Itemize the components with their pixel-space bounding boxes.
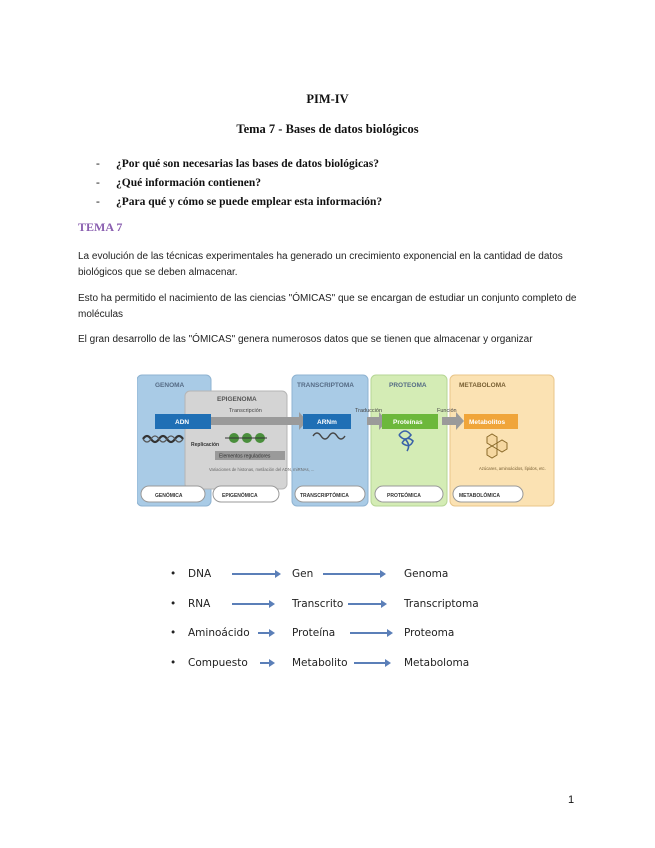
bullet: • bbox=[170, 627, 177, 639]
genoma-label: GENOMA bbox=[155, 382, 185, 389]
chain-term: Genoma bbox=[404, 568, 449, 580]
question-text: ¿Por qué son necesarias las bases de datos biológicas? bbox=[116, 158, 380, 170]
question-text: ¿Qué información contienen? bbox=[116, 177, 262, 189]
metabolite-note: Azúcares, aminoácidos, lípidos, etc. bbox=[479, 466, 546, 471]
chain-term: DNA bbox=[188, 568, 212, 580]
bullet: • bbox=[170, 656, 177, 669]
chain-term: Metabolito bbox=[292, 656, 348, 669]
flow-arrow bbox=[367, 417, 381, 425]
arrow-icon bbox=[348, 603, 384, 605]
list-dash: - bbox=[96, 158, 100, 170]
transcripcion-label: Transcripción bbox=[229, 408, 262, 414]
epigenome-note: Variaciones de histonas, metilación del ADN, miRNAs, ... bbox=[209, 467, 315, 472]
arrow-icon bbox=[232, 603, 272, 605]
arrow-icon bbox=[354, 662, 388, 664]
section-heading: TEMA 7 bbox=[78, 220, 123, 234]
metabolomica-label: METABOLÓMICA bbox=[459, 493, 501, 499]
flow-arrow bbox=[211, 417, 301, 425]
chain-term: Compuesto bbox=[188, 656, 248, 669]
question-item bbox=[96, 193, 382, 212]
chain-term: Transcriptoma bbox=[404, 597, 479, 610]
chain-term: Metaboloma bbox=[404, 656, 470, 669]
arrow-icon bbox=[260, 662, 272, 664]
chain-term: Transcrito bbox=[292, 597, 344, 610]
chain-term: Proteína bbox=[292, 627, 336, 639]
metaboloma-label: METABOLOMA bbox=[459, 382, 506, 389]
bullet: • bbox=[170, 568, 177, 580]
bullet: • bbox=[170, 597, 177, 610]
chain-term: RNA bbox=[188, 597, 211, 610]
document-title: PIM-IV bbox=[306, 92, 349, 106]
transcriptomica-label: TRANSCRIPTÓMICA bbox=[300, 493, 349, 499]
paragraph: La evolución de las técnicas experimentales ha generado un crecimiento exponencial en la cantidad de datos biológicos que se deben almacenar. bbox=[78, 251, 563, 278]
list-dash: - bbox=[96, 196, 100, 208]
paragraph: Esto ha permitido el nacimiento de las ciencias "ÓMICAS" que se encargan de estudiar un conjunto completo de moléculas bbox=[78, 293, 577, 320]
nucleosome-icon bbox=[225, 433, 267, 443]
question-item bbox=[96, 155, 382, 174]
question-list bbox=[96, 155, 382, 212]
proteinas-label: Proteínas bbox=[393, 419, 423, 426]
arrow-icon bbox=[323, 573, 383, 575]
traduccion-label: Traducción bbox=[355, 408, 383, 414]
paragraph: El gran desarrollo de las "ÓMICAS" genera numerosos datos que se tienen que almacenar y organizar bbox=[78, 334, 533, 345]
chain-term: Proteoma bbox=[404, 627, 455, 639]
list-dash: - bbox=[96, 177, 100, 189]
arrow-icon bbox=[350, 632, 390, 634]
omics-figure bbox=[137, 373, 557, 508]
funcion-label: Función bbox=[437, 408, 457, 414]
question-text: ¿Para qué y cómo se puede emplear esta información? bbox=[116, 196, 383, 208]
arrow-icon bbox=[232, 573, 278, 575]
document-subtitle: Tema 7 - Bases de datos biológicos bbox=[236, 122, 419, 136]
question-item bbox=[96, 174, 382, 193]
page-number: 1 bbox=[568, 794, 575, 806]
epigenomica-label: EPIGENÓMICA bbox=[222, 493, 258, 499]
regulatory-label: Elementos reguladores bbox=[219, 453, 271, 460]
proteoma-label: PROTEOMA bbox=[389, 382, 427, 389]
metabolitos-label: Metabolitos bbox=[469, 419, 506, 426]
replicacion-label: Replicación bbox=[191, 442, 220, 448]
epigenoma-label: EPIGENOMA bbox=[217, 396, 257, 403]
proteomica-label: PROTEÓMICA bbox=[387, 493, 421, 499]
flow-arrow bbox=[442, 417, 458, 425]
chain-term: Gen bbox=[292, 568, 314, 580]
adn-label: ADN bbox=[175, 419, 190, 426]
transcriptoma-label: TRANSCRIPTOMA bbox=[297, 382, 354, 389]
arrow-icon bbox=[258, 632, 272, 634]
arnm-label: ARNm bbox=[317, 419, 337, 426]
chain-term: Aminoácido bbox=[188, 627, 250, 639]
genomica-label: GENÓMICA bbox=[155, 493, 183, 499]
